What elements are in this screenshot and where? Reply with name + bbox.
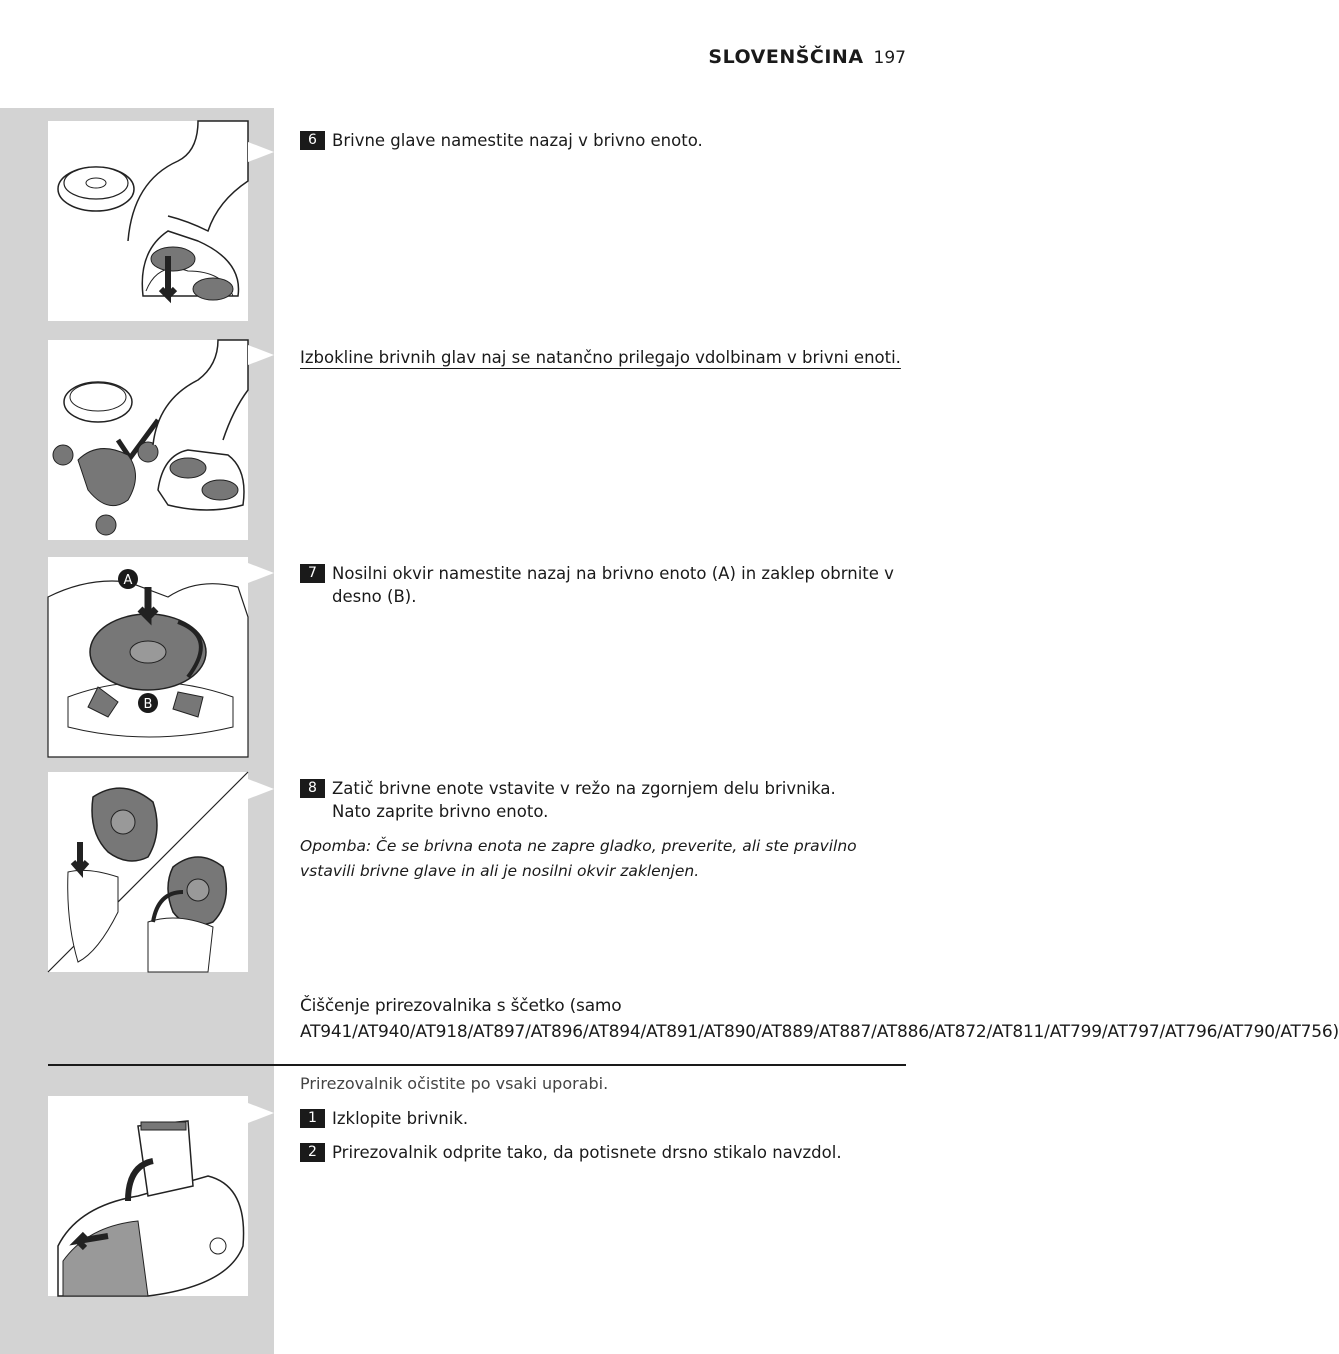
step-number: 6 [300, 131, 325, 150]
step-text-line-1: Zatič brivne enote vstavite v režo na zgornjem delu brivnika. [332, 779, 836, 798]
section-subtitle: Prirezovalnik očistite po vsaki uporabi. [300, 1074, 609, 1093]
section-title: Čiščenje prirezovalnika s ščetko (samo AT941/AT940/AT918/AT897/AT896/AT894/AT891/AT890/AT889/AT887/AT886/AT872/AT811/AT799/AT797/AT796/AT790/AT756) [300, 996, 1339, 1042]
step-text: Brivne glave namestite nazaj v brivno enoto. [332, 131, 703, 150]
page-header [708, 46, 906, 68]
alignment-instruction: Izbokline brivnih glav naj se natančno prilegajo vdolbinam v brivni enoti. [300, 348, 901, 367]
illustration-retaining-frame [48, 557, 248, 757]
figure-check-alignment [48, 340, 248, 540]
step-number: 7 [300, 564, 325, 583]
figure-close-shaving-unit [48, 772, 248, 972]
step-number: 1 [300, 1109, 325, 1128]
illustration-close-unit [48, 772, 248, 972]
step-text: Nosilni okvir namestite nazaj na brivno enoto (A) in zaklep obrnite v desno (B). [332, 564, 894, 606]
badge-b-label: B [143, 697, 153, 712]
step-8 [300, 777, 910, 823]
badge-a-label: A [123, 573, 133, 588]
step-2 [300, 1141, 910, 1164]
page-number: 197 [873, 48, 906, 68]
callout-pointer [248, 142, 274, 162]
language-title: SLOVENŠČINA [708, 46, 864, 68]
illustration-alignment [48, 340, 248, 540]
figure-open-trimmer [48, 1096, 248, 1296]
step-number: 8 [300, 779, 325, 798]
callout-pointer [248, 1103, 274, 1123]
step-text: Izklopite brivnik. [332, 1109, 469, 1128]
figure-attach-retaining-frame [48, 557, 248, 757]
step-1 [300, 1107, 910, 1130]
step-number: 2 [300, 1143, 325, 1162]
illustration-trimmer [48, 1096, 248, 1296]
note-text: Opomba: Če se brivna enota ne zapre gladko, preverite, ali ste pravilno vstavili brivne glave in ali je nosilni okvir zaklenjen. [300, 837, 857, 880]
callout-pointer [248, 345, 274, 365]
illustration-shaving-heads [48, 121, 248, 321]
step-7 [300, 562, 910, 608]
callout-pointer [248, 779, 274, 799]
callout-pointer [248, 563, 274, 583]
step-text [332, 777, 910, 823]
step-6 [300, 129, 910, 152]
step-text-line-2: Nato zaprite brivno enoto. [332, 802, 549, 821]
step-text: Prirezovalnik odprite tako, da potisnete drsno stikalo navzdol. [332, 1143, 842, 1162]
figure-insert-shaving-heads [48, 121, 248, 321]
section-divider [48, 1064, 906, 1066]
